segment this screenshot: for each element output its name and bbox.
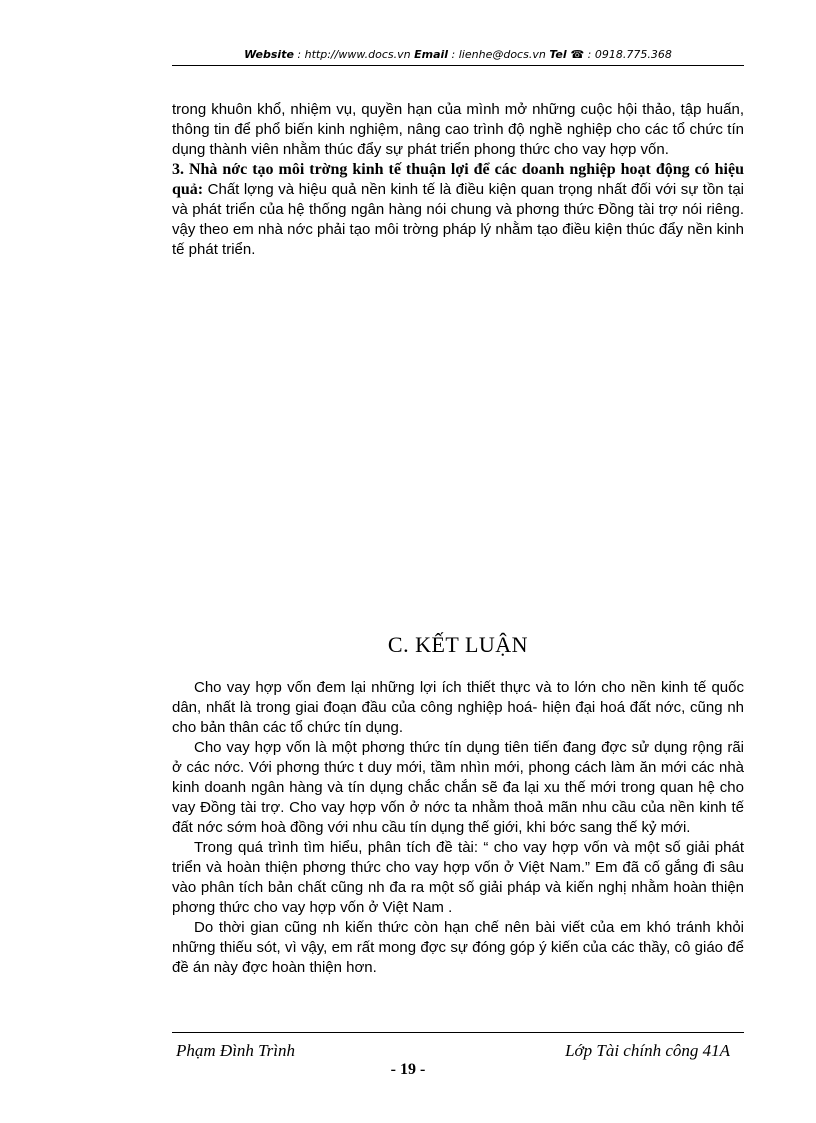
item-3-heading: 3. Nhà nớc tạo môi trờng kinh tế thuận lợi để các doanh nghiệp hoạt động có hiệu quả: xyxy=(172,161,744,198)
footer-divider xyxy=(172,1032,744,1033)
top-paragraph: trong khuôn khổ, nhiệm vụ, quyền hạn của mình mở những cuộc hội thảo, tập huấn, thông tin để phổ biến kinh nghiệm, nâng cao trình độ nghề nghiệp cho các tổ chức tín dụng thành viên nhằm thúc đẩy sự phát triển phong thức cho vay hợp vốn. xyxy=(172,101,744,158)
page-number: - 19 - xyxy=(390,1061,426,1078)
website-label: Website xyxy=(244,48,294,61)
conclusion-paragraph: Trong quá trình tìm hiểu, phân tích đề tài: “ cho vay hợp vốn và một số giải phát triển và hoàn thiện phơng thức cho vay hợp vốn ở Việt Nam.” Em đã cố gắng đi sâu vào phân tích bản chất cũng nh đa ra một số giải pháp và kiến nghị nhằm hoàn thiện phơng thức cho vay hợp vốn ở Việt Nam . xyxy=(172,839,744,916)
page-header xyxy=(172,48,744,61)
item-3-paragraph xyxy=(172,160,744,260)
website-url[interactable]: : http://www.docs.vn xyxy=(293,48,415,61)
conclusion-title: C. KẾT LUẬN xyxy=(387,632,529,657)
conclusion-paragraph: Cho vay hợp vốn đem lại những lợi ích thiết thực và to lớn cho nền kinh tế quốc dân, nhất là trong giai đoạn đầu của công nghiệp hoá- hiện đại hoá đất nớc, cũng nh cho bản thân các tổ chức tín dụng. xyxy=(172,679,744,736)
email-address[interactable]: : lienhe@docs.vn xyxy=(448,48,550,61)
footer-class: Lớp Tài chính công 41A xyxy=(565,1041,730,1060)
header-divider xyxy=(172,65,744,66)
conclusion-paragraph: Do thời gian cũng nh kiến thức còn hạn chế nên bài viết của em khó tránh khỏi những thiếu sót, vì vậy, em rất mong đợc sự đóng góp ý kiến của các thầy, cô giáo để đề án này đợc hoàn thiện hơn. xyxy=(172,919,744,976)
phone-label: Tel ☎ xyxy=(549,48,585,61)
footer-author: Phạm Đình Trình xyxy=(176,1041,296,1060)
item-3-text: Chất lợng và hiệu quả nền kinh tế là điều kiện quan trọng nhất đối với sự tồn tại và phát triển của hệ thống ngân hàng nói chung và phơng thức Đồng tài trợ nói riêng. vậy theo em nhà nớc phải tạo môi trờng pháp lý nhằm tạo điều kiện thúc đẩy nền kinh tế phát triển. xyxy=(172,181,744,258)
phone-number: : 0918.775.368 xyxy=(584,48,672,61)
conclusion-body xyxy=(172,678,744,978)
conclusion-paragraph: Cho vay hợp vốn là một phơng thức tín dụng tiên tiến đang đợc sử dụng rộng rãi ở các nớc. Với phơng thức t duy mới, tầm nhìn mới, phong cách làm ăn mới các nhà kinh doanh ngân hàng và tín dụng chắc chắn sẽ đa lại xu thế mới trong quan hệ cho vay Đồng tài trợ. Cho vay hợp vốn ở nớc ta nhằm thoả mãn nhu cầu của nền kinh tế đất nớc sớm hoà đồng với nhu cầu tín dụng thế giới, khi bớc sang thế kỷ mới. xyxy=(172,739,744,836)
email-label: Email xyxy=(414,48,449,61)
top-section xyxy=(172,100,744,260)
